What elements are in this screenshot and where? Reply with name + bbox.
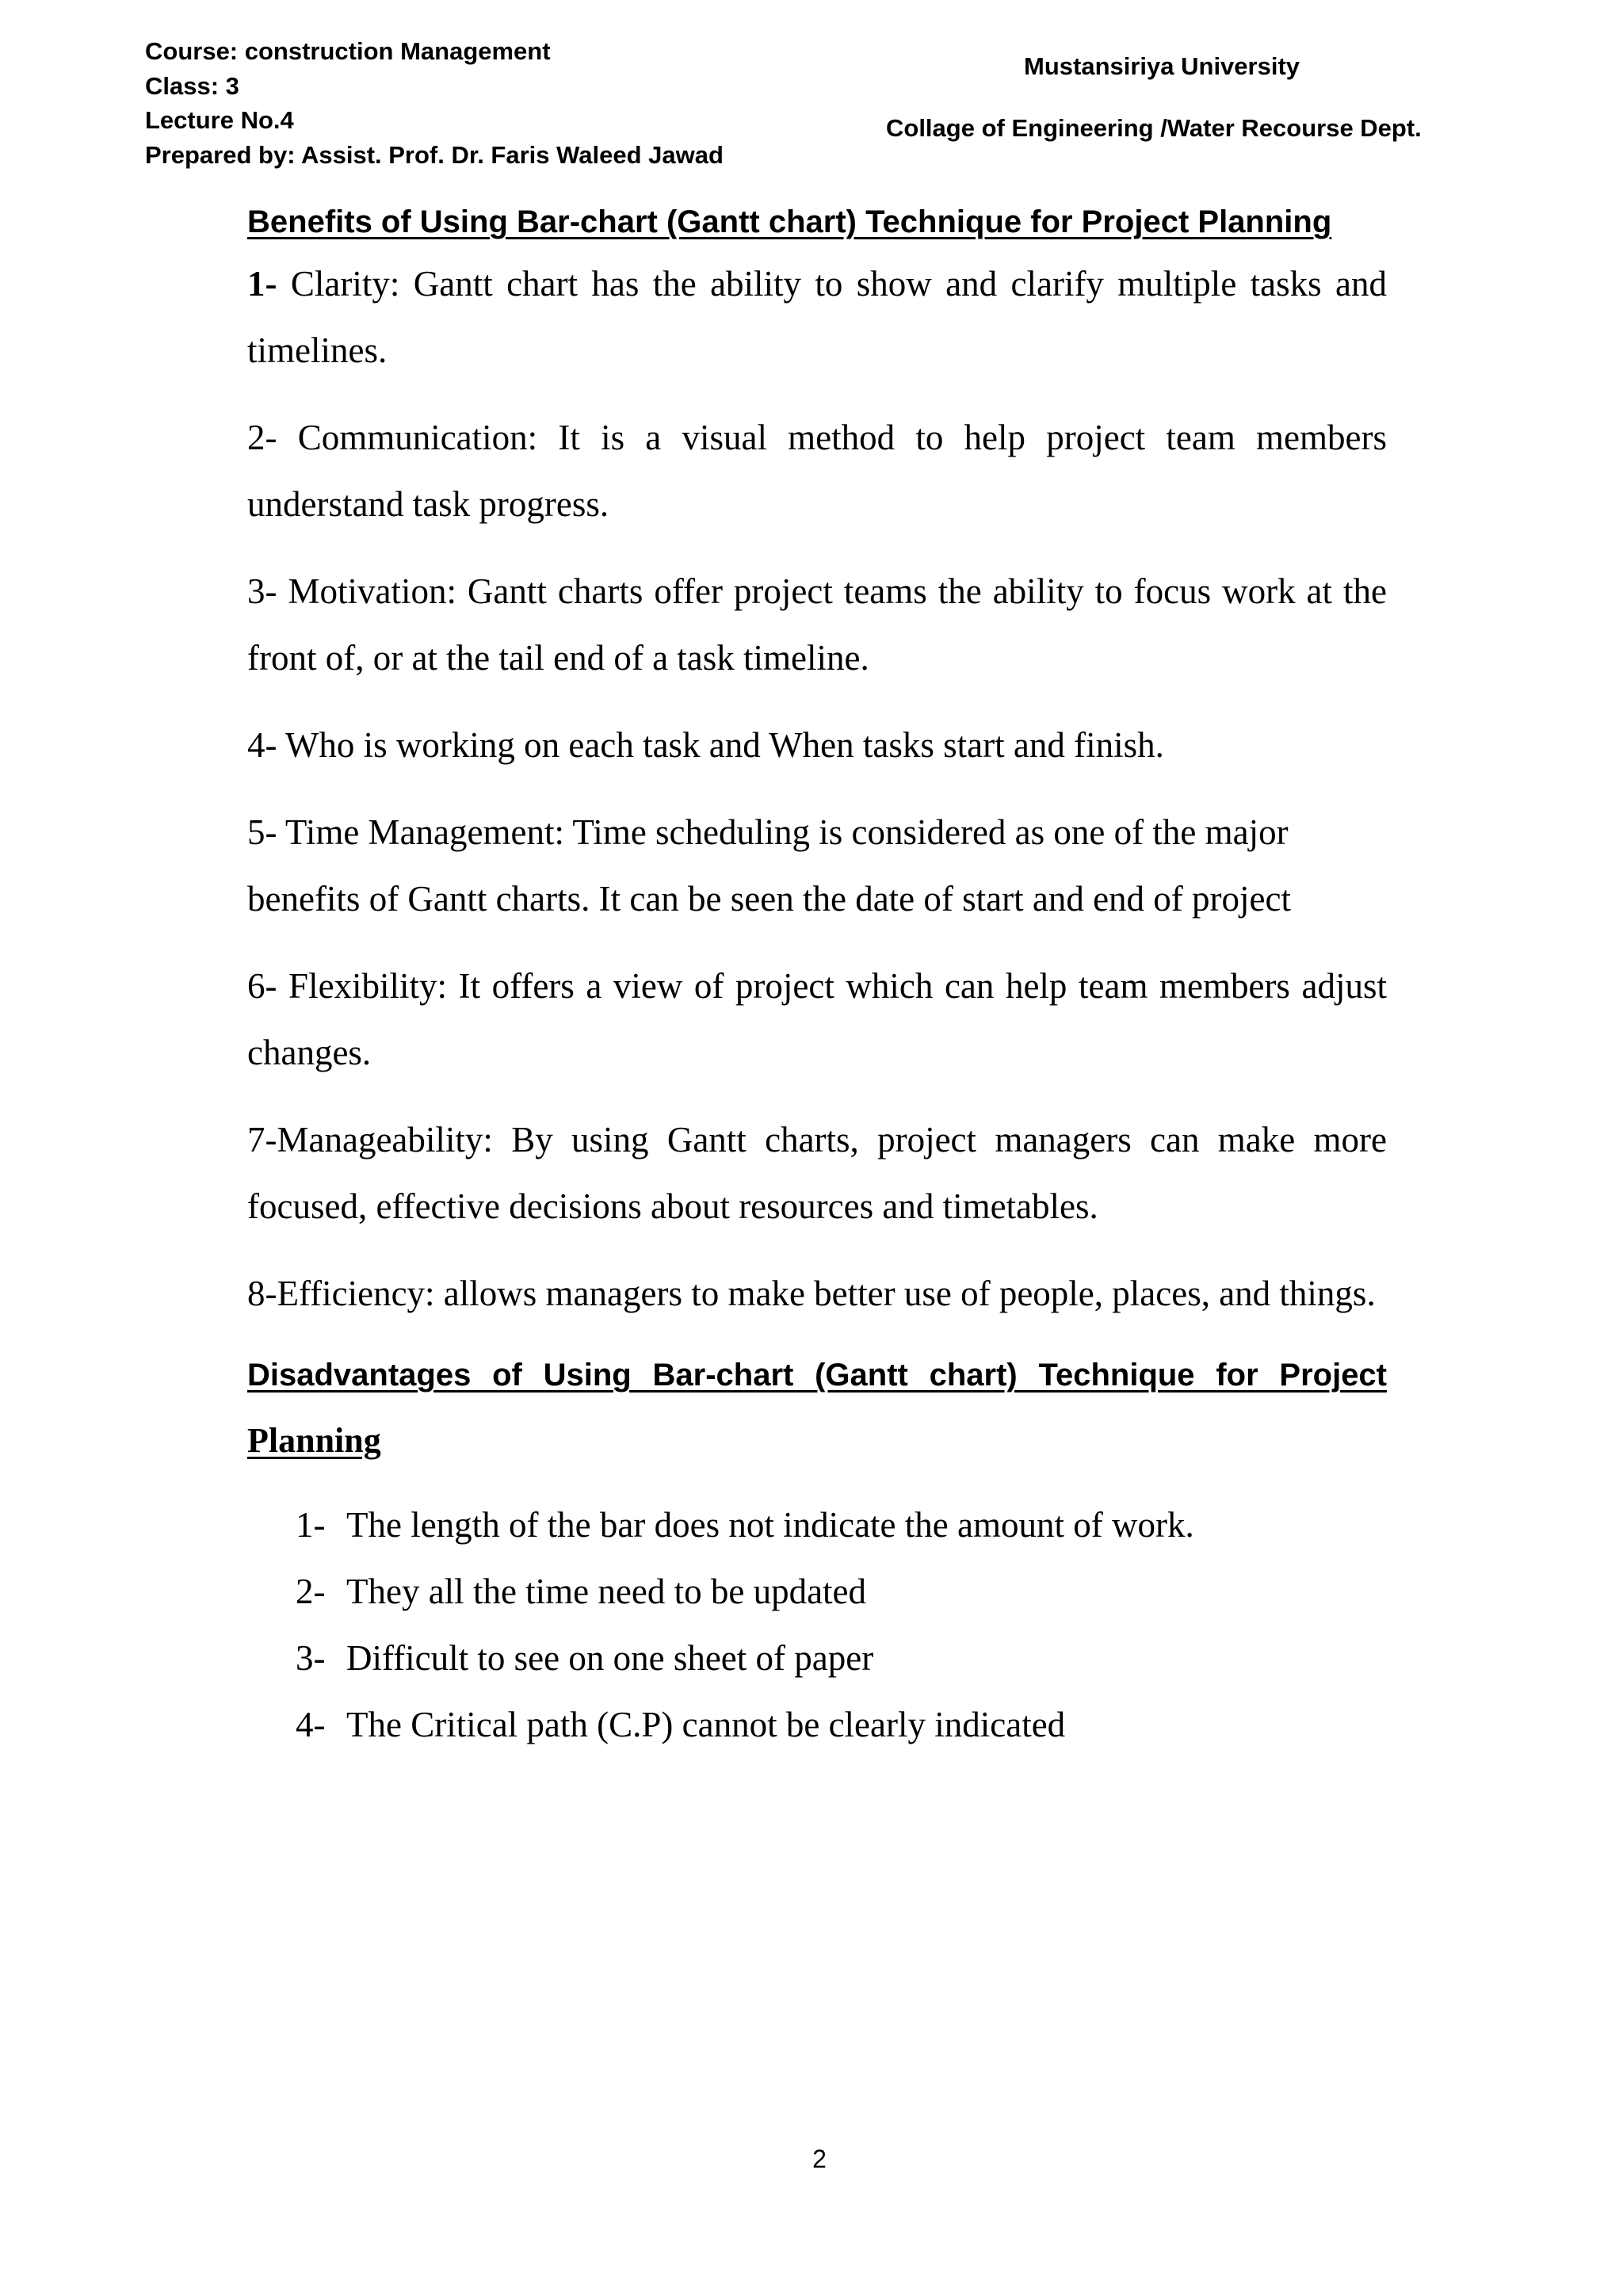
department-name: Collage of Engineering /Water Recourse Dept. <box>886 114 1422 142</box>
disadvantages-heading-line2: Planning <box>247 1421 381 1460</box>
disadvantages-heading-line1: Disadvantages of Using Bar-chart (Gantt chart) Technique for Project <box>247 1358 1387 1392</box>
university-name: Mustansiriya University <box>1024 52 1300 80</box>
page-number: 2 <box>812 2145 827 2173</box>
list-item-text: The Critical path (C.P) cannot be clearly indicated <box>346 1705 1066 1744</box>
benefits-heading: Benefits of Using Bar-chart (Gantt chart) Technique for Project Planning <box>247 204 1332 239</box>
disadvantages-list <box>247 1492 1387 1758</box>
list-item-text: Difficult to see on one sheet of paper <box>346 1638 874 1678</box>
list-item <box>296 1691 1387 1758</box>
benefit-item-2: 2- Communication: It is a visual method to help project team members understand task progress. <box>247 418 1387 524</box>
course-label: Course: construction Management <box>145 37 551 65</box>
list-item-number: 3- <box>296 1638 326 1678</box>
disadvantages-heading <box>247 1341 1387 1409</box>
list-item-number: 2- <box>296 1572 326 1611</box>
list-item-number: 1- <box>296 1505 326 1545</box>
list-item-text: They all the time need to be updated <box>346 1572 867 1611</box>
benefit-item-1 <box>247 250 1387 384</box>
class-label: Class: 3 <box>145 71 239 100</box>
course-info-block <box>145 36 724 174</box>
benefit-item-5: 5- Time Management: Time scheduling is considered as one of the major benefits of Gantt charts. It can be seen the date of start and end of project <box>247 812 1291 919</box>
list-item <box>296 1625 1387 1691</box>
benefit-item-6: 6- Flexibility: It offers a view of project which can help team members adjust changes. <box>247 966 1387 1072</box>
lecture-label: Lecture No.4 <box>145 106 294 134</box>
benefit-item-4: 4- Who is working on each task and When tasks start and finish. <box>247 725 1164 765</box>
benefit-item-3: 3- Motivation: Gantt charts offer project teams the ability to focus work at the front of, or at the tail end of a task timeline. <box>247 571 1387 678</box>
benefit-item-1-text: Clarity: Gantt chart has the ability to show and clarify multiple tasks and timelines. <box>247 264 1387 370</box>
prepared-by-label: Prepared by: Assist. Prof. Dr. Faris Waleed Jawad <box>145 140 724 169</box>
benefit-item-1-number: 1- <box>247 264 277 304</box>
list-item-number: 4- <box>296 1705 326 1744</box>
list-item <box>296 1558 1387 1625</box>
page-body <box>247 197 1387 1758</box>
list-item <box>296 1492 1387 1558</box>
benefit-item-7: 7-Manageability: By using Gantt charts, project managers can make more focused, effective decisions about resources and timetables. <box>247 1120 1387 1226</box>
list-item-text: The length of the bar does not indicate the amount of work. <box>346 1505 1194 1545</box>
benefit-item-8: 8-Efficiency: allows managers to make better use of people, places, and things. <box>247 1274 1376 1313</box>
